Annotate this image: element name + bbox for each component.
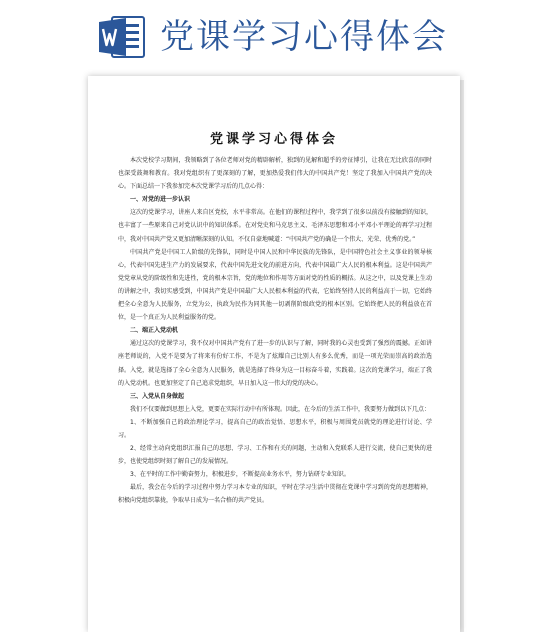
paragraph: 通过这次的党课学习，我不仅对中国共产党有了进一步的认识与了解，同时我的心灵也受到了强烈的震撼。正如讲座老师说的，入党不是要为了将来有份好工作，不是为了炫耀自己比别人有多么优秀，而是一项光荣而崇高的政治选择。入党，就是选择了全心全意为人民服务，就是选择了终身为这一目标奋斗着，实践着。这次的党课学习，端正了我的入党动机。也更加坚定了自己追求党组织，早日加入这一伟大的党的决心。 bbox=[118, 340, 432, 387]
section-heading: 一、对党的进一步认识 bbox=[130, 196, 191, 204]
banner-title: 党课学习心得体会 bbox=[160, 17, 448, 57]
section-heading: 三、入党从自身做起 bbox=[130, 392, 185, 400]
paragraph: 本次党校学习期间，我领略到了各位老师对党的精辟解析，独到的见解和超乎的旁征博引，让我在无比欣喜的同时也深受鼓舞和教育。我对党组织有了更深刻的了解，更加热爱我们伟大的中国共产党！坚定了我加入中国共产党的决心。下面总结一下我参加完本次党课学习后的几点心得： bbox=[118, 157, 432, 191]
list-item: 2、经常主动向党组织汇报自己的思想、学习、工作和有关的问题，主动和入党联系人进行交流，使自己更快的进步，也使党组织时刻了解自己的发展情况。 bbox=[118, 445, 432, 466]
document-body bbox=[118, 154, 432, 508]
list-item: 3、在平时的工作中勤奋努力，积极进步，不断提高业务水平，努力钻研专业知识。 bbox=[130, 471, 350, 479]
banner-header bbox=[0, 0, 560, 80]
paragraph: 我们不仅要做到思想上入党，更要在实际行动中有所体现。因此，在今后的生活工作中，我要努力做到以下几点： bbox=[130, 405, 431, 413]
document-title: 党课学习心得体会 bbox=[209, 132, 338, 147]
list-item: 1、不断加强自己的政治理论学习，提高自己的政治觉悟、思想水平，积极与周围党员就党的理论进行讨论、学习。 bbox=[118, 418, 432, 439]
word-icon bbox=[98, 14, 146, 60]
document-page bbox=[88, 76, 460, 632]
section-heading: 二、端正入党动机 bbox=[130, 327, 179, 335]
paragraph: 最后，我会在今后的学习过程中努力学习本专业的知识，平时在学习生活中贯彻在党课中学习到的党的思想精神，积极向党组织靠拢，争取早日成为一名合格的共产党员。 bbox=[118, 484, 432, 505]
paragraph: 这次的党课学习，讲座人来自区党校，水平非常高。在他们的课程过程中，我学到了很多以前没有接触到的知识，也丰富了一些原来自己对党认识中的知识体系。在对党史和马克思主义、毛泽东思想和邓小平邓小平理论的再学习过程中，我对中国共产党又更加清晰深刻的认知。不仅自豪地喊道：“中国共产党的确是一个伟大、光荣、优秀的党。” bbox=[118, 209, 432, 243]
paragraph: 中国共产党是中国工人阶级的先锋队，同时是中国人民和中华民族的先锋队，是中国特色社会主义事业的领导核心，代表中国先进生产力的发展要求，代表中国先进文化的前进方向，代表中国最广大人民的根本利益。这是中国共产党党章从党的阶级性和先进性，党的根本宗旨，党的地位和作用等方面对党的性质的概括。从这之中，以及党课上生动的讲解之中，我切实感受到，中国共产党是中国最广大人民根本利益的代表，它始终坚持人民的利益高于一切，它始终把全心全意为人民服务，立党为公，执政为民作为同其他一切剥削阶级政党的根本区别。它始终把人民的利益放在首位，是一个真正为人民利益服务的党。 bbox=[118, 248, 432, 322]
